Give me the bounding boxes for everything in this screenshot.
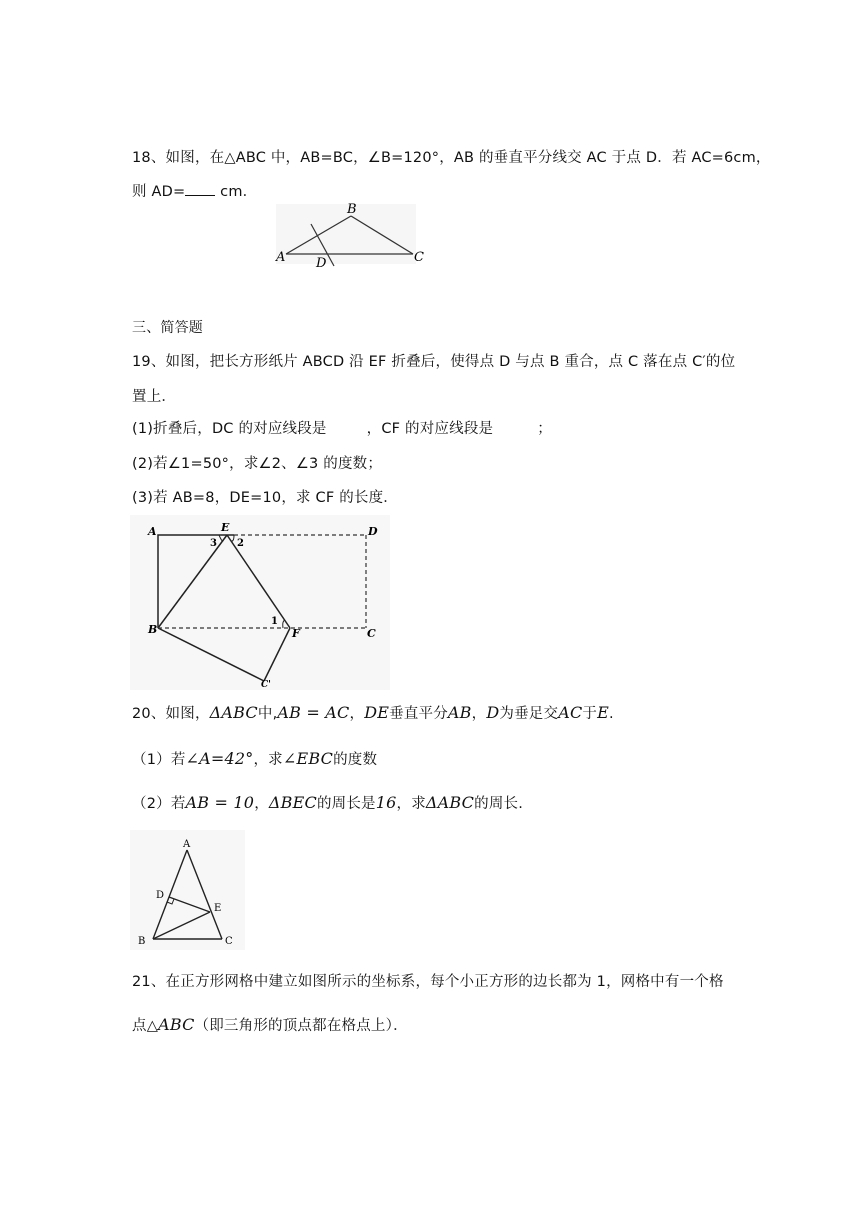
label-f: F bbox=[292, 627, 300, 640]
label-a: A bbox=[183, 839, 191, 850]
q19-part1-c: ； bbox=[537, 421, 552, 437]
label-c: C bbox=[414, 250, 424, 265]
q20-line1: 20、如图，ΔABC中,AB = AC，DE垂直平分AB，D为垂足交AC于E. bbox=[132, 703, 614, 722]
label-d: D bbox=[368, 525, 378, 538]
label-angle1: 1 bbox=[271, 616, 278, 627]
label-b: B bbox=[138, 936, 146, 947]
label-d: D bbox=[156, 890, 165, 901]
q21-line2: 点△ABC（即三角形的顶点都在格点上）． bbox=[132, 1015, 408, 1034]
label-e: E bbox=[221, 521, 230, 534]
label-c: C bbox=[367, 627, 376, 640]
label-e: E bbox=[214, 903, 222, 914]
q19-part3: (3)若 AB=8，DE=10，求 CF 的长度． bbox=[132, 490, 398, 506]
q19-part1-b: ，CF 的对应线段是 bbox=[366, 421, 494, 437]
q18-answer-blank bbox=[185, 181, 215, 196]
label-a: A bbox=[148, 525, 157, 538]
q20-triangle-figure bbox=[130, 830, 245, 950]
q21-line1: 21、在正方形网格中建立如图所示的坐标系，每个小正方形的边长都为 1，网格中有一个格 bbox=[132, 974, 724, 990]
q19-line2: 置上． bbox=[132, 389, 177, 405]
section-heading: 三、简答题 bbox=[132, 320, 203, 336]
q18-line2-post: cm． bbox=[215, 184, 258, 200]
q19-part1-a: (1)折叠后，DC 的对应线段是 bbox=[132, 421, 327, 437]
q19-figure-bg bbox=[130, 515, 390, 690]
label-c-prime: C' bbox=[261, 680, 271, 690]
q18-line2-pre: 则 AD= bbox=[132, 184, 186, 200]
q18-figure-bg bbox=[276, 204, 416, 264]
label-d: D bbox=[316, 256, 327, 270]
label-angle2: 2 bbox=[237, 538, 244, 549]
label-a: A bbox=[276, 250, 286, 265]
label-b: B bbox=[148, 623, 158, 636]
q18-line1: 18、如图，在△ABC 中，AB=BC，∠B=120°，AB 的垂直平分线交 AC 于点 D．若 AC=6cm， bbox=[132, 150, 771, 166]
q19-fold-figure bbox=[130, 515, 390, 690]
q19-part2: (2)若∠1=50°，求∠2、∠3 的度数； bbox=[132, 456, 383, 472]
q19-line1: 19、如图，把长方形纸片 ABCD 沿 EF 折叠后，使得点 D 与点 B 重合，点 C 落在点 C′的位 bbox=[132, 354, 736, 370]
q20-sub2: （2）若AB = 10，ΔBEC的周长是16，求ΔABC的周长. bbox=[132, 793, 524, 812]
label-angle3: 3 bbox=[210, 538, 217, 549]
q19-part1 bbox=[132, 417, 552, 438]
q18-line2 bbox=[132, 180, 257, 201]
q20-sub1: （1）若∠A=42°，求∠EBC的度数 bbox=[132, 749, 378, 768]
label-b: B bbox=[347, 202, 357, 217]
label-c: C bbox=[225, 936, 233, 947]
q18-triangle-figure bbox=[268, 200, 428, 270]
